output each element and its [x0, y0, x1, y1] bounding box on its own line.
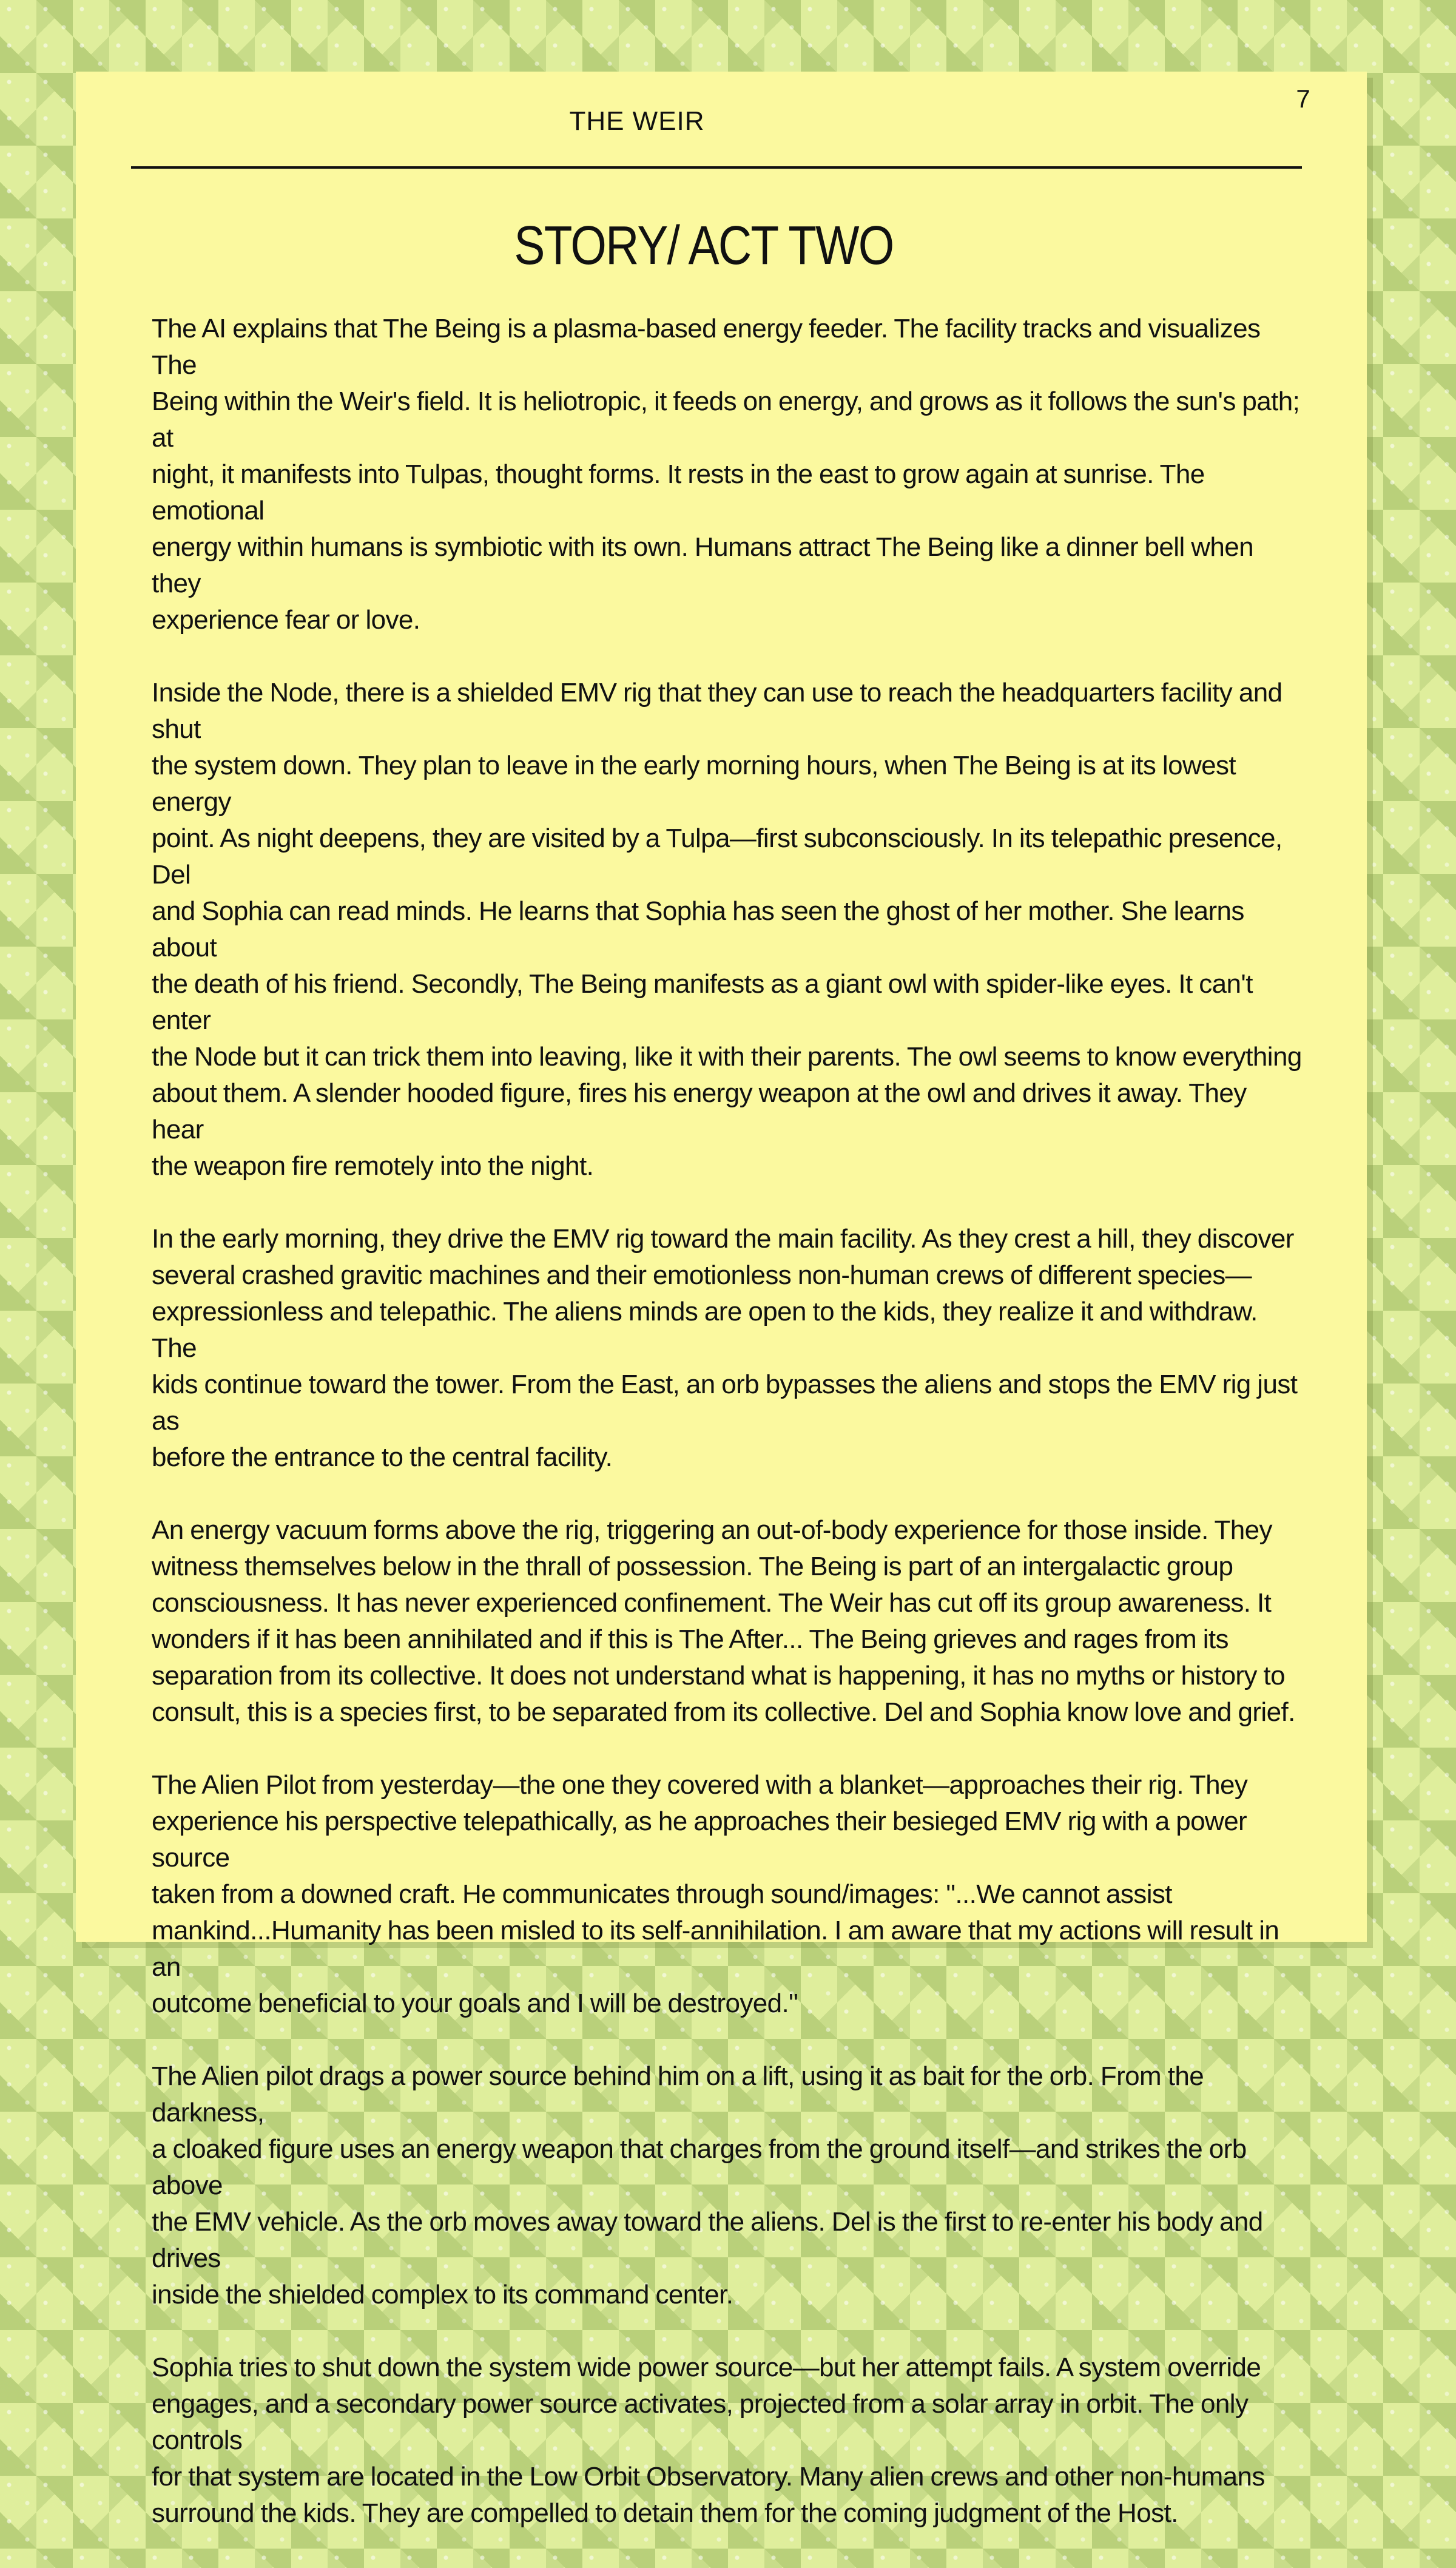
story-body — [152, 311, 1304, 2568]
story-paragraph-6: The Alien pilot drags a power source behind him on a lift, using it as bait for the orb. From the darkness, a cloaked figure uses an energy weapon that charges from the ground itself—and strikes the orb above the EMV vehicle. As the orb moves away toward the aliens. Del is the first to re-enter his body and drives inside the shielded complex to its command center. — [152, 2061, 1263, 2310]
running-header-title: THE WEIR — [569, 106, 705, 136]
story-paragraph-7: Sophia tries to shut down the system wide power source—but her attempt fails. A system override engages, and a secondary power source activates, projected from a solar array in orbit. The only controls for that system are located in the Low Orbit Observatory. Many alien crews and other non-humans surround the kids. They are compelled to detain them for the coming judgment of the Host. — [152, 2353, 1265, 2528]
story-paragraph-3: In the early morning, they drive the EMV rig toward the main facility. As they crest a hill, they discover several crashed gravitic machines and their emotionless non-human crews of different species— expressionless and telepathic. The aliens minds are open to the kids, they realize it and withdraw. The kids continue toward the tower. From the East, an orb bypasses the aliens and stops the EMV rig just as before the entrance to the central facility. — [152, 1224, 1298, 1472]
story-paragraph-4: An energy vacuum forms above the rig, triggering an out-of-body experience for those inside. They witness themselves below in the thrall of possession. The Being is part of an intergalactic group consciousness. It has never experienced confinement. The Weir has cut off its group awareness. It wonders if it has been annihilated and if this is The After... The Being grieves and rages from its separation from its collective. It does not understand what is happening, it has no myths or history to consult, this is a species first, to be separated from its collective. Del and Sophia know love and grief. — [152, 1515, 1295, 1727]
story-paragraph-1: The AI explains that The Being is a plasma-based energy feeder. The facility tracks and visualizes The Being within the Weir's field. It is heliotropic, it feeds on energy, and grows as it follows the sun's path; at night, it manifests into Tulpas, thought forms. It rests in the east to grow again at sunrise. The emotional energy within humans is symbiotic with its own. Humans attract The Being like a dinner bell when they experience fear or love. — [152, 314, 1300, 635]
header-divider — [131, 166, 1302, 169]
page-number: 7 — [1296, 84, 1310, 113]
story-paragraph-5: The Alien Pilot from yesterday—the one they covered with a blanket—approaches their rig. They experience his perspective telepathically, as he approaches their besieged EMV rig with a power source taken from a downed craft. He communicates through sound/images: "...We cannot assist mankind...Humanity has been misled to its self-annihilation. I am aware that my actions will result in an outcome beneficial to your goals and I will be destroyed." — [152, 1770, 1279, 2018]
section-title: STORY/ ACT TWO — [514, 215, 894, 276]
story-paragraph-2: Inside the Node, there is a shielded EMV rig that they can use to reach the headquarters facility and shut the system down. They plan to leave in the early morning hours, when The Being is at its lowest energy point. As night deepens, they are visited by a Tulpa—first subconsciously. In its telepathic presence, Del and Sophia can read minds. He learns that Sophia has seen the ghost of her mother. She learns about the death of his friend. Secondly, The Being manifests as a giant owl with spider-like eyes. It can't enter the Node but it can trick them into leaving, like it with their parents. The owl seems to know everything about them. A slender hooded figure, fires his energy weapon at the owl and drives it away. They hear the weapon fire remotely into the night. — [152, 678, 1302, 1181]
